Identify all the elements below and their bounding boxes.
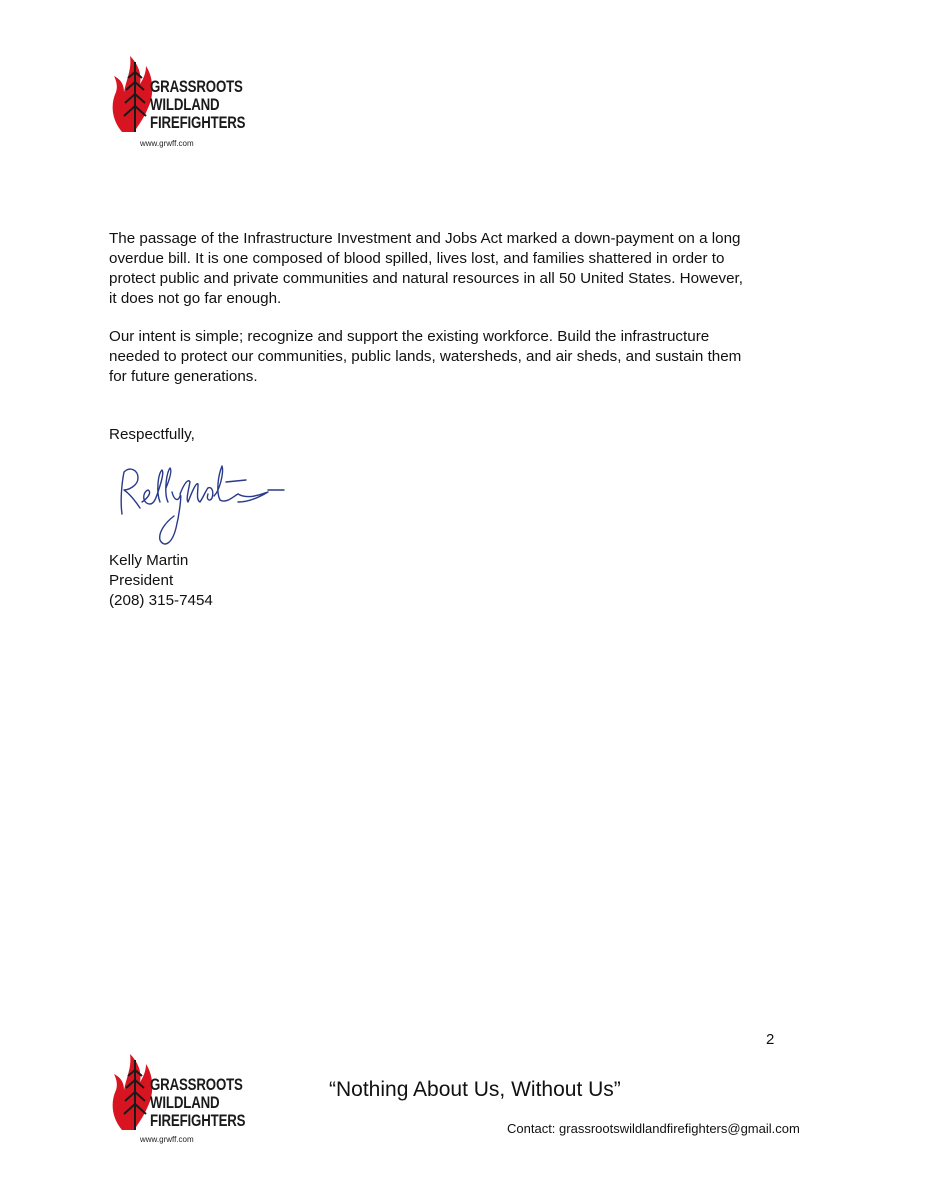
header-logo [108,50,248,150]
paragraph-1-line-3: protect public and private communities and natural resources in all 50 United States. However, [109,270,743,287]
logo-url: www.grwff.com [140,1135,194,1144]
logo-line-1: GRASSROOTS [150,1075,243,1094]
paragraph-1-line-1: The passage of the Infrastructure Investment and Jobs Act marked a down-payment on a long [109,230,741,247]
contact-email: Contact: grassrootswildlandfirefighters@gmail.com [507,1121,800,1136]
signatory-title: President [109,572,174,589]
paragraph-1-line-2: overdue bill. It is one composed of blood spilled, lives lost, and families shattered in order to [109,250,725,267]
logo-line-3: FIREFIGHTERS [150,1111,246,1130]
signatory-name: Kelly Martin [109,552,189,569]
footer-logo [108,1048,248,1148]
paragraph-1-line-4: it does not go far enough. [109,290,282,307]
logo-url: www.grwff.com [140,139,194,148]
paragraph-2-line-3: for future generations. [109,368,258,385]
paragraph-2-line-2: needed to protect our communities, public lands, watersheds, and air sheds, and sustain them [109,348,742,365]
signatory-phone: (208) 315-7454 [109,592,213,609]
motto: “Nothing About Us, Without Us” [329,1078,621,1101]
page-number: 2 [766,1031,775,1048]
signature-image [108,452,288,552]
logo-line-2: WILDLAND [150,1093,220,1112]
paragraph-2-line-1: Our intent is simple; recognize and support the existing workforce. Build the infrastructure [109,328,710,345]
logo-line-1: GRASSROOTS [150,77,243,96]
closing: Respectfully, [109,426,195,443]
logo-line-3: FIREFIGHTERS [150,113,246,132]
logo-line-2: WILDLAND [150,95,220,114]
